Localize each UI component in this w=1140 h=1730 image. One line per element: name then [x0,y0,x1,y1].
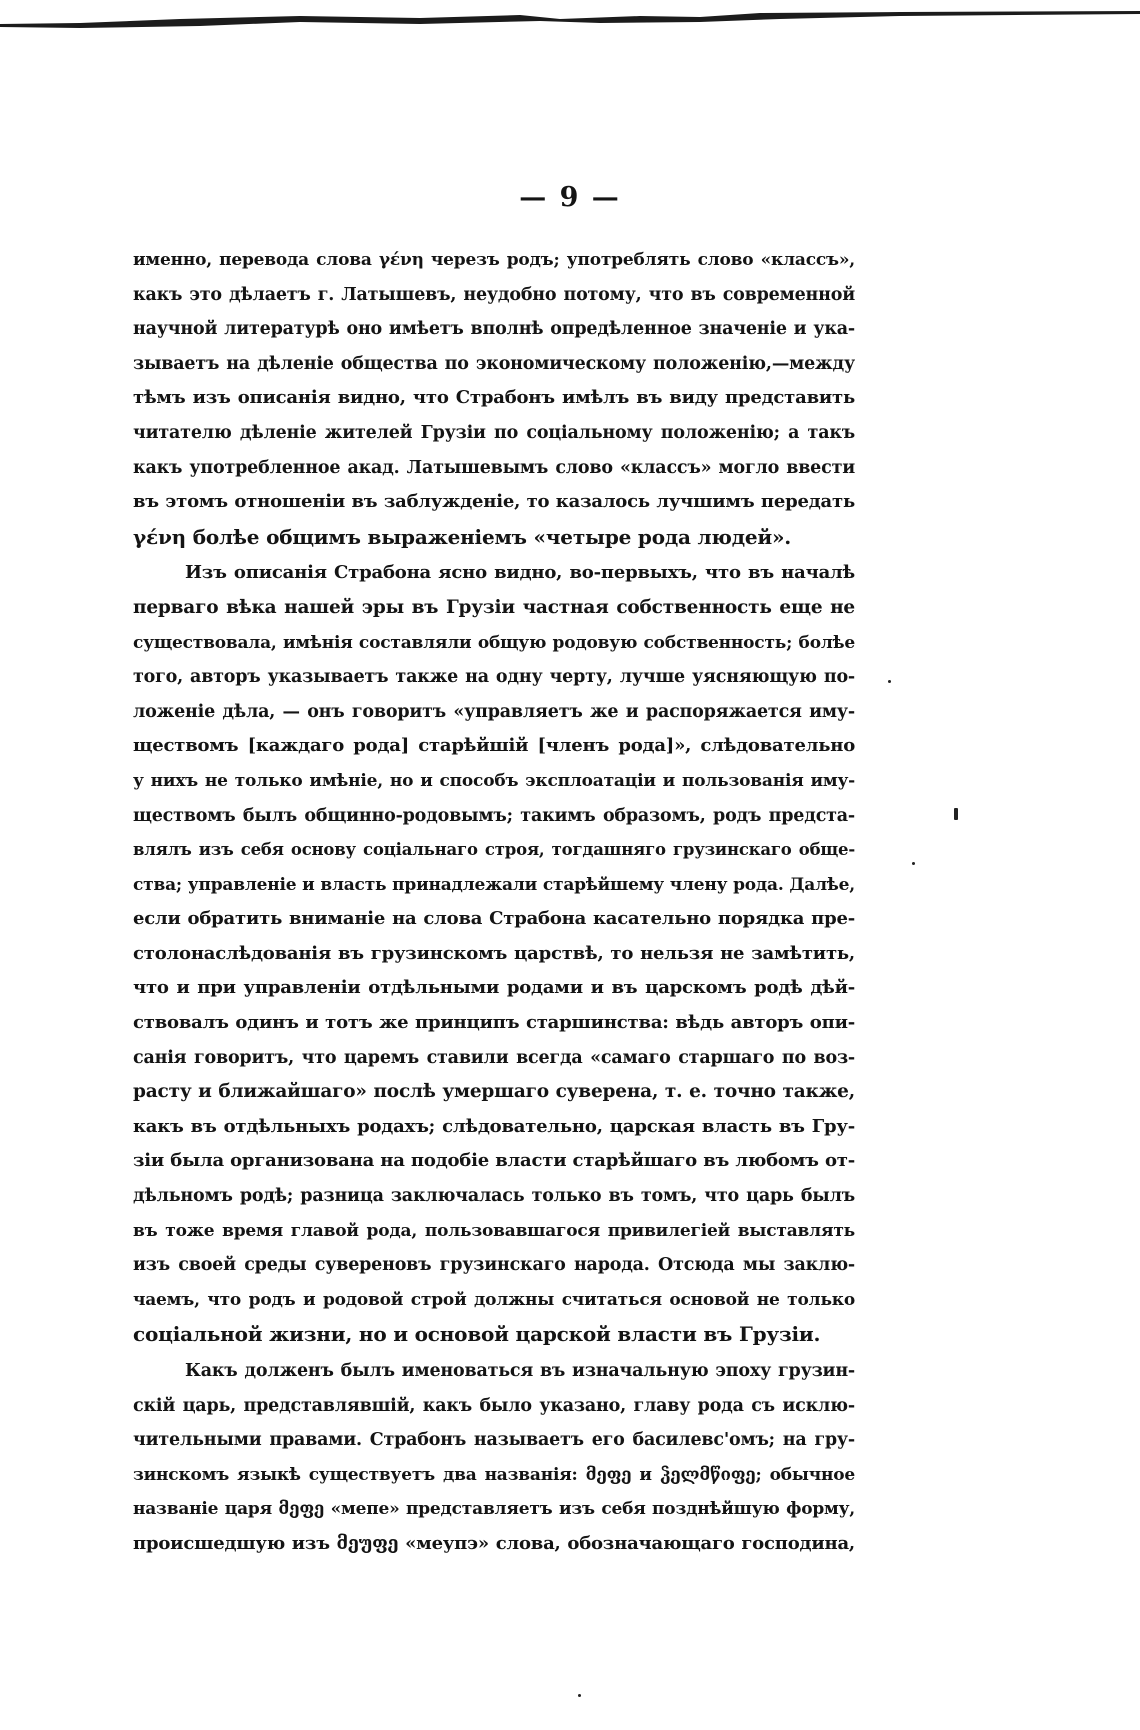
text-line: того, авторъ указываетъ также на одну черту, лучше уясняющую по- [133,667,855,688]
text-line: ложеніе дѣла, — онъ говоритъ «управляетъ же и распоряжается иму- [133,701,855,722]
text-line: зываетъ на дѣленіе общества по экономическому положенію,—между [133,353,855,374]
scan-speck [888,680,891,683]
text-line: влялъ изъ себя основу соціальнаго строя, тогдашняго грузинскаго обще- [133,840,855,860]
scan-speck [954,808,958,820]
text-line: Какъ долженъ былъ именоваться въ изначальную эпоху грузин- [185,1361,855,1381]
text-line: скій царь, представлявшій, какъ было указано, главу рода съ исклю- [133,1395,855,1416]
text-line: ществомъ [каждаго рода] старѣйшій [членъ рода]», слѣдовательно [133,735,855,757]
text-line: чаемъ, что родъ и родовой строй должны считаться основой не только [133,1289,855,1310]
top-edge-scan-rule [0,10,1140,32]
text-line: γένη болѣе общимъ выраженіемъ «четыре рода людей». [133,524,792,549]
text-line: у нихъ не только имѣніе, но и способъ эксплоатаціи и пользованія иму- [133,770,855,791]
text-line: Изъ описанія Страбона ясно видно, во-первыхъ, что въ началѣ [185,562,855,584]
text-line: расту и ближайшаго» послѣ умершаго суверена, т. е. точно также, [133,1081,855,1103]
text-line: санія говоритъ, что царемъ ставили всегда «самаго старшаго по воз- [133,1047,855,1068]
text-line: какъ въ отдѣльныхъ родахъ; слѣдовательно, царская власть въ Гру- [133,1115,855,1137]
text-line: зинскомъ языкѣ существуетъ два названія: მეფე и ჴელმწიფე; обычное [133,1464,855,1485]
text-line: происшедшую изъ მეუფე «меупэ» слова, обозначающаго господина, [133,1532,855,1554]
text-line: ществомъ былъ общинно-родовымъ; такимъ образомъ, родъ предста- [133,805,855,826]
text-line: соціальной жизни, но и основой царской власти въ Грузіи. [133,1322,821,1347]
text-line: въ этомъ отношеніи въ заблужденіе, то казалось лучшимъ передать [133,491,855,513]
text-line: столонаслѣдованія въ грузинскомъ царствѣ, то нельзя не замѣтить, [133,942,855,964]
text-line: перваго вѣка нашей эры въ Грузіи частная собственность еще не [133,596,855,618]
text-line: тѣмъ изъ описанія видно, что Страбонъ имѣлъ въ виду представить [133,387,855,409]
paragraph-3 [133,1354,855,1562]
text-line: зіи была организована на подобіе власти старѣйшаго въ любомъ от- [133,1150,855,1172]
text-line: чительными правами. Страбонъ называетъ его басилевс'омъ; на гру- [133,1430,855,1451]
text-line: именно, перевода слова γένη черезъ родъ; употреблять слово «классъ», [133,250,855,270]
page-body [133,243,855,1562]
paragraph-1 [133,243,855,554]
text-line: ства; управленіе и власть принадлежали старѣйшему члену рода. Далѣе, [133,874,855,895]
text-line: дѣльномъ родѣ; разница заключалась только въ томъ, что царь былъ [133,1186,855,1207]
paragraph-2 [133,556,855,1352]
text-line: существовала, имѣнія составляли общую родовую собственность; болѣе [133,632,855,653]
text-line: читателю дѣленіе жителей Грузіи по соціальному положенію; а такъ [133,422,855,443]
text-line: что и при управленіи отдѣльными родами и въ царскомъ родѣ дѣй- [133,977,855,999]
text-line: въ тоже время главой рода, пользовавшагося привилегіей выставлять [133,1220,855,1241]
text-line: названіе царя მეფე «мепе» представляетъ изъ себя позднѣйшую форму, [133,1499,855,1520]
text-line: какъ это дѣлаетъ г. Латышевъ, неудобно потому, что въ современной [133,284,855,305]
scan-speck [912,862,915,865]
scan-speck [578,1694,581,1697]
page-number: — 9 — [519,182,621,213]
text-line: ствовалъ одинъ и тотъ же принципъ старшинства: вѣдь авторъ опи- [133,1012,855,1034]
text-line: изъ своей среды сувереновъ грузинскаго народа. Отсюда мы заклю- [133,1255,855,1276]
text-line: какъ употребленное акад. Латышевымъ слово «классъ» могло ввести [133,457,855,478]
text-line: если обратить вниманіе на слова Страбона касательно порядка пре- [133,908,855,930]
text-line: научной литературѣ оно имѣетъ вполнѣ опредѣленное значеніе и ука- [133,319,855,340]
